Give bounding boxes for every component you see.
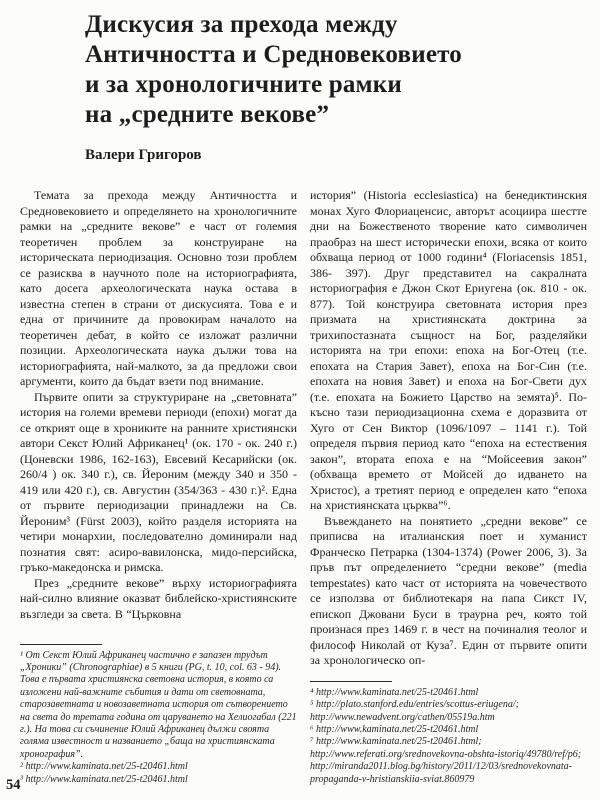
article-title (85, 10, 587, 130)
title-line-4: на „средните векове” (85, 101, 330, 128)
title-line-3: и за хронологичните рамки (85, 71, 402, 98)
footnote-4: ⁴ http://www.kaminata.net/25-t20461.html (310, 686, 479, 698)
paragraph-3: През „средните векове” върху историографията най-силно влияние оказват библейско-християнските възгледи за света. В “Църковна (20, 575, 297, 621)
title-line-1: Дискусия за прехода между (85, 11, 398, 38)
paragraph-5: Въвеждането на понятието „средни векове” се приписва на италианския поет и хуманист Франческо Петрарка (1304-1374) (Power 2006, 3). За пръв път определението “средни векове” (media tempestates) като част от историята на човечеството се използва от библиотекаря на папа Сикст IV, епископ Джовани Буси в траурна реч, която той произнася през 1469 г. в чест на починалия теолог и философ Николай от Куза⁷. Един от първите опити за хронологическо оп- (310, 513, 587, 667)
author-name: Валери Григоров (85, 147, 202, 163)
footnote-separator (20, 644, 102, 645)
footnote-6: ⁶ http://www.kaminata.net/25-t20461.html (310, 723, 479, 735)
paragraph-2: Първите опити за структуриране на „световната” история на големи времеви периоди (епохи) могат да се открият още в хрониките на ранните християнски автори Секст Юлий Африканец¹ (ок. 170 - ок. 240 г.) (Цоневски 1986, 162-163), Евсевий Кесарийски (ок. 260/4 ) ок. 340 г.), св. Йероним (между 340 и 350 - 419 или 420 г.), св. Августин (354/363 - 430 г.)². Една от първите периодизации принадлежи на Св. Йероним³ (Fürst 2003), който разделя историята на четири монархии, последователно доминирали над познатия свят: асиро-вавилонска, мидо-персийска, гръко-македонска и римска. (20, 389, 297, 574)
right-footnotes (310, 681, 587, 788)
page-number: 54 (6, 777, 21, 793)
footnote-7: ⁷ http://www.kaminata.net/25-t20461.html; http://www.referati.org/srednovekovna-obshta-istoriq/49780/ref/p6; http://miranda2011.blog.bg/history/2011/12/03/srednovekovnata-propaganda-v-hristianskiia-sviat.860979 (310, 736, 582, 785)
footnote-1: ¹ От Секст Юлий Африканец частично е запазен трудът „Хроники” (Chronographiae) в 5 книги (PG, t. 10, col. 63 - 94). Това е първата християнска световна история, в която са изложени най-важните събития и дати от световната, старозаветната и новозаветната история от сътворението на света до третата година от царуването на Хелиогабал (221 г.). На това си съчинение Юлий Африканец дължи своята голяма известност и названието „баща на християнската хронография”. (20, 649, 297, 760)
paragraph-4: история” (Historia ecclesiastica) на бенедиктинския монах Хуго Флориаценсис, авторът асоциира шестте дни на Божественото творение като символичен праобраз на шест исторически епохи, всяка от които обхваща период от 1000 години⁴ (Floriacensis 1851, 386- 397). Друг представител на сакралната историография е Джон Скот Ериугена (ок. 810 - ок. 877). Той конструира световната история през призмата на християнската доктрина за трихипостазната същност на Бог, разделяйки историята на три епохи: епоха на Бог-Отец (т.е. епохата на Стария Завет), епоха на Бог-Син (т.е. епохата на новия Завет) и епоха на Бог-Свети дух (т.е. епохата на Божието Царство на земята)⁵. По-късно тази периодизационна схема е доразвита от Хуго от Сен Виктор (1096/1097 – 1141 г.). Той определя първия период като “епоха на естествения закон”, втората епоха е на “Мойсеевия закон” (обхваща времето от Мойсей до идването на Христос), а третият период е определен като “епоха на християнската църква”⁶. (310, 188, 587, 512)
left-column-body (20, 188, 297, 622)
footnote-5: ⁵ http://plato.stanford.edu/entries/scottus-eriugena/; http://www.newadvent.org/cathen/05519a.htm (310, 699, 519, 723)
body-columns (20, 188, 587, 788)
left-column (20, 188, 297, 788)
left-footnotes (20, 644, 297, 788)
paragraph-1: Темата за прехода между Античността и Средновековието и определянето на хронологичните рамки на „средните векове” е част от големия теоретичен проблем за конструиране на историческата периодизация. Основно този проблем се разисква в научното поле на историографията, като досега археологическата наука остава в известна степен в страни от дискусията. Това е и една от причините да провокирам началото на теоретичен дебат, в който се изложат различни позиции. Археологическата наука дължи това на историографията, най-малкото, за да предложи свои аргументи, които да бъдат взети под внимание. (20, 188, 297, 388)
right-column (310, 188, 587, 788)
right-column-body (310, 188, 587, 669)
footnote-2: ² http://www.kaminata.net/25-t20461.html (20, 761, 188, 773)
footnote-3: ³ http://www.kaminata.net/25-t20461.html (20, 773, 188, 785)
title-line-2: Античността и Средновековието (85, 41, 462, 68)
footnote-separator (310, 681, 392, 682)
